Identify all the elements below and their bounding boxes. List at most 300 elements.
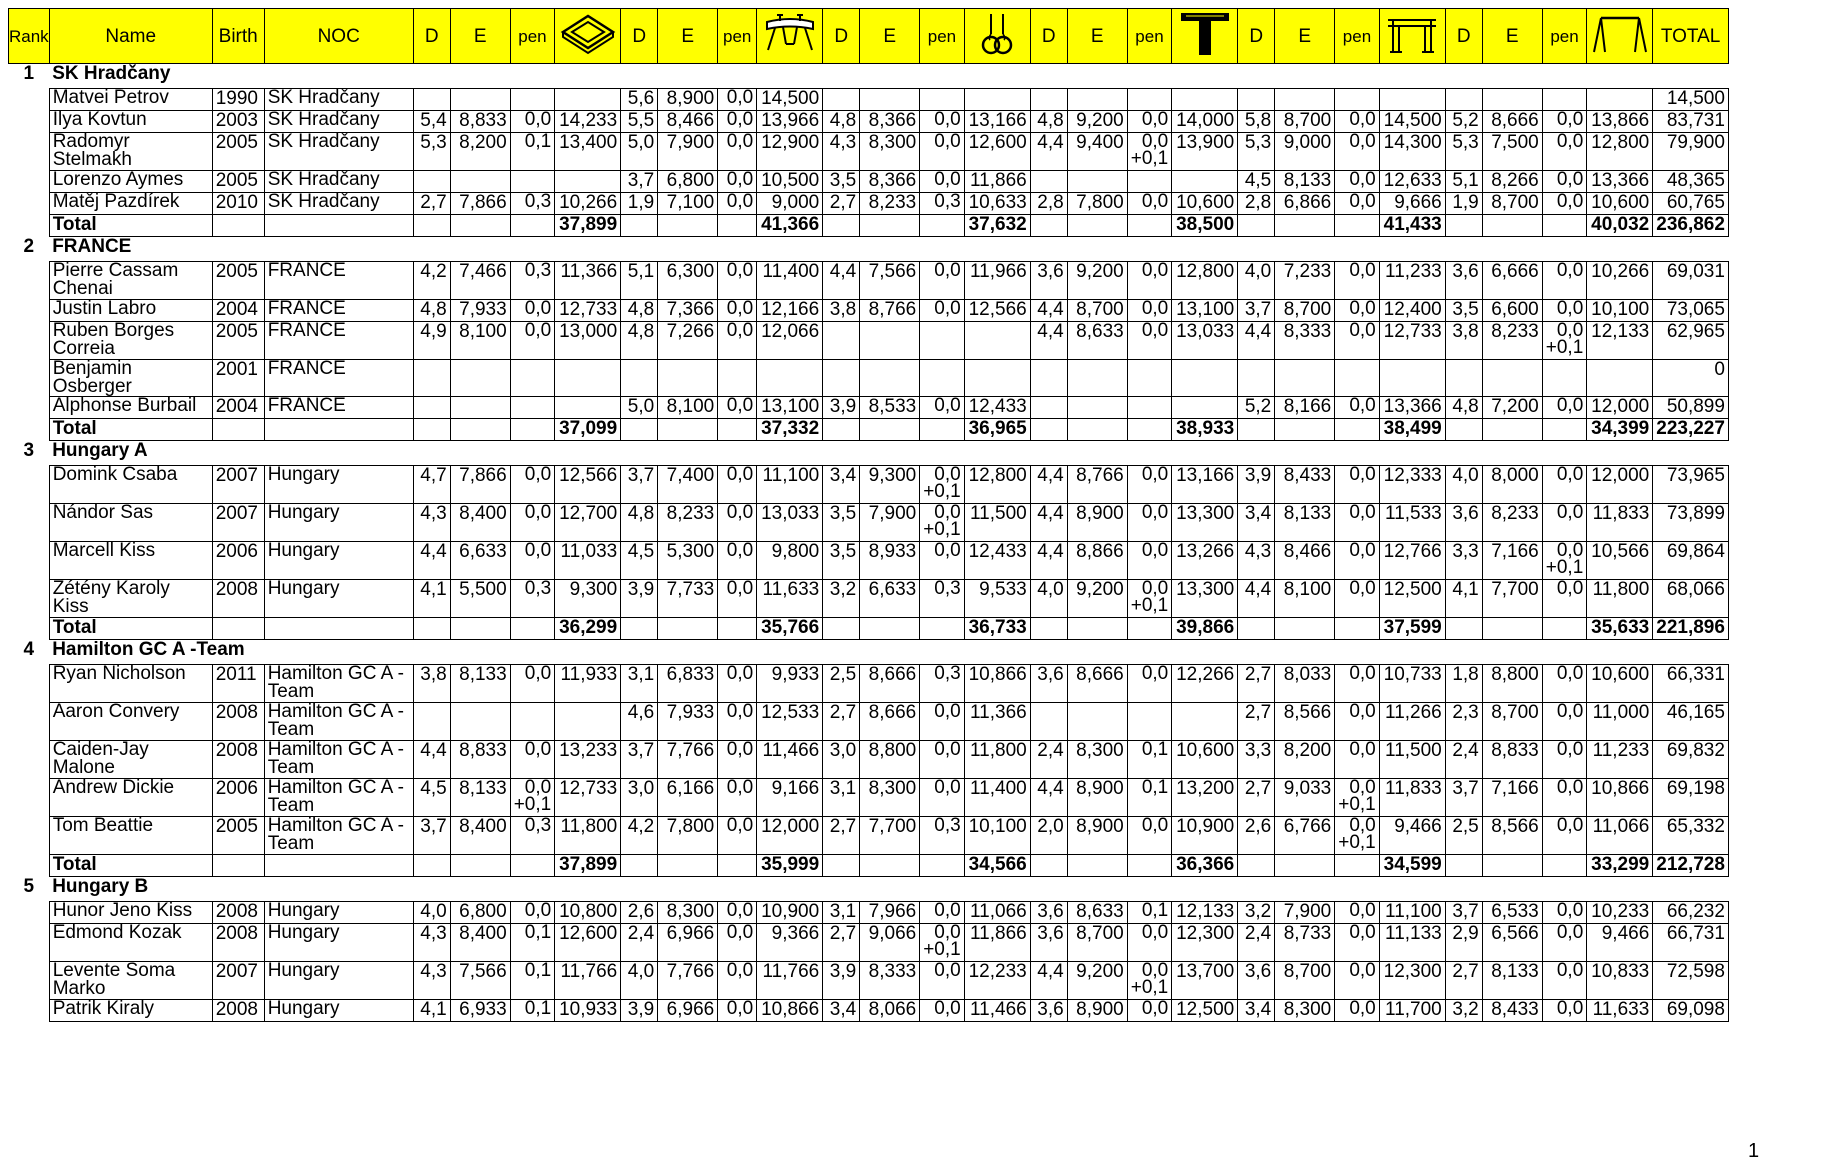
score-e: 8,800 bbox=[1482, 665, 1542, 703]
penalty-value: 0,0 bbox=[726, 999, 754, 1019]
athlete-noc: SK Hradčany bbox=[264, 171, 413, 193]
athlete-name: Levente Soma Marko bbox=[49, 962, 212, 1000]
penalty-value: 0,0 bbox=[1349, 901, 1376, 921]
score-e: 8,166 bbox=[1275, 397, 1335, 419]
score-e: 9,200 bbox=[1067, 111, 1127, 133]
penalty-value: 0,0 bbox=[934, 961, 961, 981]
penalty-value: 0,3 bbox=[524, 579, 552, 599]
athlete-total: 66,232 bbox=[1653, 902, 1729, 924]
score-pen bbox=[718, 779, 757, 817]
score-pen bbox=[1542, 817, 1587, 855]
rank-spacer bbox=[9, 962, 50, 1000]
score-d: 3,4 bbox=[1238, 1000, 1275, 1022]
score-d: 1,9 bbox=[621, 193, 658, 215]
score-d bbox=[413, 703, 450, 741]
score-pen bbox=[920, 193, 965, 215]
penalty-value: 0,0 bbox=[726, 192, 754, 212]
score-pen bbox=[1335, 466, 1380, 504]
score-e: 6,800 bbox=[658, 171, 718, 193]
score-pen bbox=[1335, 542, 1380, 580]
penalty-value: 0,0 bbox=[524, 778, 552, 798]
penalty-value: 0,3 bbox=[524, 192, 552, 212]
athlete-total: 65,332 bbox=[1653, 817, 1729, 855]
athlete-noc: FRANCE bbox=[264, 300, 413, 322]
score-pen bbox=[1127, 262, 1172, 300]
athlete-name: Patrik Kiraly bbox=[49, 1000, 212, 1022]
score-e: 6,300 bbox=[658, 262, 718, 300]
score-d bbox=[823, 89, 860, 111]
score-total: 12,066 bbox=[757, 322, 823, 360]
score-e bbox=[658, 360, 718, 397]
score-total bbox=[555, 703, 621, 741]
score-e: 7,500 bbox=[1482, 133, 1542, 171]
header-apparatus-4 bbox=[1172, 9, 1238, 64]
score-d: 4,4 bbox=[1238, 580, 1275, 618]
apparatus-team-total: 37,332 bbox=[757, 419, 823, 441]
score-d: 2,4 bbox=[1030, 741, 1067, 779]
score-d: 2,4 bbox=[1445, 741, 1482, 779]
score-e: 7,900 bbox=[658, 133, 718, 171]
empty-cell bbox=[413, 855, 450, 877]
penalty-value: 0,0 bbox=[1349, 778, 1376, 798]
empty-cell bbox=[658, 855, 718, 877]
header-pen: pen bbox=[1335, 9, 1380, 64]
score-e: 8,900 bbox=[1067, 779, 1127, 817]
score-d: 3,3 bbox=[1445, 542, 1482, 580]
team-grand-total: 221,896 bbox=[1653, 618, 1729, 640]
score-d: 4,8 bbox=[621, 322, 658, 360]
empty-cell bbox=[823, 855, 860, 877]
penalty-bonus: +0,1 bbox=[1130, 595, 1169, 616]
empty-cell bbox=[621, 419, 658, 441]
athlete-noc: Hamilton GC A -Team bbox=[264, 741, 413, 779]
team-rank: 3 bbox=[23, 440, 35, 461]
athlete-noc: Hungary bbox=[264, 580, 413, 618]
score-pen bbox=[1127, 580, 1172, 618]
rank-spacer bbox=[9, 580, 50, 618]
score-d: 5,0 bbox=[621, 397, 658, 419]
empty-cell bbox=[1445, 215, 1482, 237]
score-e: 5,500 bbox=[450, 580, 510, 618]
score-pen bbox=[920, 1000, 965, 1022]
score-d: 3,7 bbox=[621, 466, 658, 504]
score-pen bbox=[1542, 665, 1587, 703]
penalty-value: 0,1 bbox=[1141, 901, 1169, 921]
empty-cell bbox=[1238, 618, 1275, 640]
score-e: 8,100 bbox=[450, 322, 510, 360]
penalty-value: 0,0 bbox=[934, 923, 961, 943]
penalty-value: 0,1 bbox=[524, 999, 552, 1019]
score-d bbox=[823, 322, 860, 360]
score-pen bbox=[718, 504, 757, 542]
empty-cell bbox=[1482, 618, 1542, 640]
score-e bbox=[1275, 360, 1335, 397]
score-e: 8,133 bbox=[1275, 171, 1335, 193]
score-total: 11,400 bbox=[757, 262, 823, 300]
score-pen bbox=[1542, 962, 1587, 1000]
athlete-name: Lorenzo Aymes bbox=[49, 171, 212, 193]
empty-cell bbox=[1127, 215, 1172, 237]
score-total: 10,866 bbox=[1587, 779, 1653, 817]
score-pen bbox=[718, 300, 757, 322]
apparatus-team-total: 35,766 bbox=[757, 618, 823, 640]
score-total: 11,766 bbox=[555, 962, 621, 1000]
score-e: 7,266 bbox=[658, 322, 718, 360]
score-e: 7,800 bbox=[1067, 193, 1127, 215]
score-total: 10,566 bbox=[1587, 542, 1653, 580]
athlete-name: Domink Csaba bbox=[49, 466, 212, 504]
score-pen bbox=[920, 924, 965, 962]
penalty-value: 0,0 bbox=[1349, 465, 1376, 485]
penalty-bonus: +0,1 bbox=[513, 794, 552, 815]
score-total: 13,900 bbox=[1172, 133, 1238, 171]
score-d: 4,0 bbox=[1030, 580, 1067, 618]
empty-cell bbox=[264, 618, 413, 640]
apparatus-team-total: 37,899 bbox=[555, 855, 621, 877]
empty-cell bbox=[1127, 618, 1172, 640]
header-noc: NOC bbox=[264, 9, 413, 64]
team-grand-total: 212,728 bbox=[1653, 855, 1729, 877]
athlete-birth: 2005 bbox=[212, 133, 264, 171]
penalty-value: 0,0 bbox=[934, 261, 961, 281]
penalty-value: 0,0 bbox=[1141, 664, 1169, 684]
score-e: 7,766 bbox=[658, 962, 718, 1000]
score-e bbox=[1067, 171, 1127, 193]
empty-cell bbox=[1275, 855, 1335, 877]
score-pen bbox=[1335, 397, 1380, 419]
score-total bbox=[1172, 89, 1238, 111]
score-e: 9,200 bbox=[1067, 962, 1127, 1000]
score-d: 4,6 bbox=[621, 703, 658, 741]
penalty-value: 0,0 bbox=[726, 261, 754, 281]
athlete-noc: SK Hradčany bbox=[264, 193, 413, 215]
score-total: 12,600 bbox=[555, 924, 621, 962]
score-e: 8,700 bbox=[1067, 924, 1127, 962]
score-total: 10,600 bbox=[1587, 665, 1653, 703]
score-e: 7,700 bbox=[860, 817, 920, 855]
score-d: 3,5 bbox=[823, 504, 860, 542]
score-e: 7,800 bbox=[658, 817, 718, 855]
score-total: 13,266 bbox=[1172, 542, 1238, 580]
penalty-value: 0,0 bbox=[1556, 299, 1584, 319]
athlete-row bbox=[9, 322, 1729, 360]
horizontal-bar-icon bbox=[1591, 12, 1649, 60]
athlete-name: Marcell Kiss bbox=[49, 542, 212, 580]
score-pen bbox=[920, 665, 965, 703]
score-total: 13,166 bbox=[1172, 466, 1238, 504]
empty-cell bbox=[1275, 419, 1335, 441]
penalty-value: 0,3 bbox=[524, 261, 552, 281]
score-e: 7,966 bbox=[860, 902, 920, 924]
score-pen bbox=[920, 741, 965, 779]
score-pen bbox=[510, 580, 555, 618]
score-total: 13,033 bbox=[757, 504, 823, 542]
score-pen bbox=[920, 300, 965, 322]
empty-cell bbox=[823, 419, 860, 441]
empty-cell bbox=[1445, 618, 1482, 640]
score-e: 7,466 bbox=[450, 262, 510, 300]
score-total bbox=[1379, 89, 1445, 111]
score-pen bbox=[718, 111, 757, 133]
score-d: 2,3 bbox=[1445, 703, 1482, 741]
score-d: 5,4 bbox=[413, 111, 450, 133]
score-total: 12,733 bbox=[555, 300, 621, 322]
score-e bbox=[860, 360, 920, 397]
penalty-value: 0,0 bbox=[726, 503, 754, 523]
score-e: 8,733 bbox=[1275, 924, 1335, 962]
athlete-noc: Hungary bbox=[264, 962, 413, 1000]
header-apparatus-2 bbox=[757, 9, 823, 64]
apparatus-team-total: 37,099 bbox=[555, 419, 621, 441]
score-d bbox=[1030, 397, 1067, 419]
empty-cell bbox=[510, 419, 555, 441]
score-e: 6,633 bbox=[860, 580, 920, 618]
score-e: 8,400 bbox=[450, 504, 510, 542]
empty-cell bbox=[1127, 419, 1172, 441]
penalty-value: 0,0 bbox=[1349, 541, 1376, 561]
score-pen bbox=[920, 322, 965, 360]
score-total: 10,233 bbox=[1587, 902, 1653, 924]
penalty-value: 0,0 bbox=[726, 88, 754, 108]
athlete-row bbox=[9, 300, 1729, 322]
score-pen bbox=[1127, 962, 1172, 1000]
score-pen bbox=[510, 300, 555, 322]
score-d: 3,9 bbox=[823, 962, 860, 1000]
score-e: 6,633 bbox=[450, 542, 510, 580]
score-pen bbox=[510, 741, 555, 779]
athlete-name: Radomyr Stelmakh bbox=[49, 133, 212, 171]
score-pen bbox=[1127, 1000, 1172, 1022]
score-total: 12,800 bbox=[1172, 262, 1238, 300]
score-d: 4,0 bbox=[1445, 466, 1482, 504]
penalty-bonus: +0,1 bbox=[1545, 337, 1584, 358]
score-d bbox=[823, 360, 860, 397]
penalty-value: 0,0 bbox=[726, 664, 754, 684]
score-pen bbox=[1127, 924, 1172, 962]
athlete-birth: 2008 bbox=[212, 580, 264, 618]
score-pen bbox=[1542, 741, 1587, 779]
apparatus-team-total: 38,499 bbox=[1379, 419, 1445, 441]
score-e: 8,066 bbox=[860, 1000, 920, 1022]
score-total: 10,100 bbox=[1587, 300, 1653, 322]
score-e: 7,166 bbox=[1482, 542, 1542, 580]
results-sheet bbox=[8, 8, 1729, 1022]
score-pen bbox=[1542, 1000, 1587, 1022]
score-total: 11,466 bbox=[964, 1000, 1030, 1022]
empty-cell bbox=[1067, 618, 1127, 640]
score-e bbox=[1067, 703, 1127, 741]
team-name: Hungary B bbox=[52, 876, 149, 897]
score-e: 7,866 bbox=[450, 193, 510, 215]
score-total: 11,100 bbox=[757, 466, 823, 504]
header-row bbox=[9, 9, 1729, 64]
score-total: 12,800 bbox=[964, 466, 1030, 504]
score-pen bbox=[1542, 580, 1587, 618]
empty-cell bbox=[718, 855, 757, 877]
penalty-bonus: +0,1 bbox=[1338, 794, 1376, 815]
score-d bbox=[1238, 360, 1275, 397]
score-d: 4,8 bbox=[621, 300, 658, 322]
score-e: 7,233 bbox=[1275, 262, 1335, 300]
penalty-value: 0,0 bbox=[524, 664, 552, 684]
penalty-value: 0,0 bbox=[1556, 192, 1584, 212]
score-e: 9,400 bbox=[1067, 133, 1127, 171]
score-total: 12,533 bbox=[757, 703, 823, 741]
team-total-row bbox=[9, 419, 1729, 441]
score-pen bbox=[1335, 133, 1380, 171]
athlete-noc: Hungary bbox=[264, 902, 413, 924]
score-pen bbox=[1127, 466, 1172, 504]
score-pen bbox=[1335, 703, 1380, 741]
score-e: 8,700 bbox=[1067, 300, 1127, 322]
score-d: 3,8 bbox=[823, 300, 860, 322]
score-d: 2,8 bbox=[1030, 193, 1067, 215]
score-pen bbox=[510, 1000, 555, 1022]
score-total: 9,166 bbox=[757, 779, 823, 817]
penalty-value: 0,0 bbox=[1141, 192, 1169, 212]
empty-cell bbox=[1275, 618, 1335, 640]
score-total: 11,933 bbox=[555, 665, 621, 703]
score-total: 13,300 bbox=[1172, 580, 1238, 618]
score-pen bbox=[1542, 466, 1587, 504]
score-d: 3,6 bbox=[1030, 665, 1067, 703]
score-d: 4,9 bbox=[413, 322, 450, 360]
rank-spacer bbox=[9, 618, 50, 640]
penalty-value: 0,0 bbox=[726, 541, 754, 561]
empty-cell bbox=[860, 215, 920, 237]
score-d: 4,4 bbox=[1238, 322, 1275, 360]
penalty-bonus: +0,1 bbox=[1338, 832, 1376, 853]
penalty-value: 0,1 bbox=[1141, 740, 1169, 760]
score-pen bbox=[1542, 504, 1587, 542]
penalty-value: 0,0 bbox=[934, 702, 961, 722]
athlete-birth: 2008 bbox=[212, 902, 264, 924]
score-e: 8,833 bbox=[1482, 741, 1542, 779]
penalty-value: 0,0 bbox=[1141, 816, 1169, 836]
penalty-value: 0,0 bbox=[524, 901, 552, 921]
score-e: 6,833 bbox=[658, 665, 718, 703]
team-rank: 5 bbox=[23, 876, 35, 897]
penalty-value: 0,0 bbox=[1349, 503, 1376, 523]
score-d: 3,9 bbox=[1238, 466, 1275, 504]
score-total bbox=[1172, 397, 1238, 419]
athlete-total: 68,066 bbox=[1653, 580, 1729, 618]
penalty-value: 0,0 bbox=[934, 110, 961, 130]
score-d: 4,0 bbox=[413, 902, 450, 924]
score-e: 7,200 bbox=[1482, 397, 1542, 419]
penalty-bonus: +0,1 bbox=[1130, 148, 1169, 169]
parallel-bars-icon bbox=[1383, 12, 1441, 60]
athlete-birth: 2006 bbox=[212, 779, 264, 817]
penalty-value: 0,0 bbox=[934, 396, 961, 416]
score-total: 13,233 bbox=[555, 741, 621, 779]
athlete-noc: Hamilton GC A -Team bbox=[264, 817, 413, 855]
score-pen bbox=[1127, 665, 1172, 703]
athlete-total: 14,500 bbox=[1653, 89, 1729, 111]
athlete-total: 46,165 bbox=[1653, 703, 1729, 741]
rank-spacer bbox=[9, 1000, 50, 1022]
score-pen bbox=[510, 902, 555, 924]
score-e: 8,866 bbox=[1067, 542, 1127, 580]
score-e bbox=[450, 703, 510, 741]
score-d: 4,8 bbox=[621, 504, 658, 542]
score-total: 9,666 bbox=[1379, 193, 1445, 215]
athlete-name: Ruben Borges Correia bbox=[49, 322, 212, 360]
athlete-name: Edmond Kozak bbox=[49, 924, 212, 962]
score-d: 4,4 bbox=[823, 262, 860, 300]
score-e: 8,900 bbox=[658, 89, 718, 111]
empty-cell bbox=[450, 618, 510, 640]
athlete-total: 66,331 bbox=[1653, 665, 1729, 703]
penalty-value: 0,0 bbox=[524, 740, 552, 760]
score-e: 8,133 bbox=[450, 665, 510, 703]
penalty-value: 0,0 bbox=[726, 110, 754, 130]
score-total: 14,233 bbox=[555, 111, 621, 133]
penalty-value: 0,0 bbox=[1556, 170, 1584, 190]
score-total bbox=[1172, 171, 1238, 193]
athlete-birth: 2011 bbox=[212, 665, 264, 703]
empty-cell bbox=[621, 855, 658, 877]
empty-cell bbox=[1542, 618, 1587, 640]
score-pen bbox=[718, 962, 757, 1000]
penalty-value: 0,0 bbox=[1556, 702, 1584, 722]
score-pen bbox=[510, 779, 555, 817]
empty-cell bbox=[1030, 618, 1067, 640]
athlete-birth: 2010 bbox=[212, 193, 264, 215]
score-total: 9,533 bbox=[964, 580, 1030, 618]
score-e: 8,900 bbox=[1067, 817, 1127, 855]
score-e: 8,466 bbox=[658, 111, 718, 133]
score-e: 9,066 bbox=[860, 924, 920, 962]
score-e: 7,400 bbox=[658, 466, 718, 504]
score-e: 8,833 bbox=[450, 111, 510, 133]
score-pen bbox=[718, 665, 757, 703]
score-pen bbox=[718, 703, 757, 741]
score-total: 12,633 bbox=[1379, 171, 1445, 193]
athlete-row bbox=[9, 397, 1729, 419]
penalty-value: 0,0 bbox=[1141, 923, 1169, 943]
score-total: 12,500 bbox=[1172, 1000, 1238, 1022]
penalty-value: 0,0 bbox=[1349, 961, 1376, 981]
score-total: 13,100 bbox=[1172, 300, 1238, 322]
score-pen bbox=[510, 665, 555, 703]
total-label: Total bbox=[49, 419, 212, 441]
score-e: 7,900 bbox=[860, 504, 920, 542]
penalty-value: 0,0 bbox=[1141, 132, 1169, 152]
score-pen bbox=[718, 360, 757, 397]
score-total: 10,900 bbox=[1172, 817, 1238, 855]
empty-cell bbox=[658, 419, 718, 441]
empty-cell bbox=[1542, 855, 1587, 877]
rank-spacer bbox=[9, 171, 50, 193]
score-pen bbox=[1127, 300, 1172, 322]
penalty-value: 0,0 bbox=[1349, 664, 1376, 684]
athlete-row bbox=[9, 360, 1729, 397]
score-d: 2,6 bbox=[621, 902, 658, 924]
score-e: 9,200 bbox=[1067, 580, 1127, 618]
header-e: E bbox=[1275, 9, 1335, 64]
score-pen bbox=[1542, 171, 1587, 193]
penalty-value: 0,0 bbox=[1556, 961, 1584, 981]
apparatus-team-total: 35,999 bbox=[757, 855, 823, 877]
score-total: 13,366 bbox=[1379, 397, 1445, 419]
empty-cell bbox=[1335, 419, 1380, 441]
apparatus-team-total: 37,899 bbox=[555, 215, 621, 237]
score-e: 7,866 bbox=[450, 466, 510, 504]
penalty-value: 0,0 bbox=[934, 541, 961, 561]
penalty-value: 0,0 bbox=[726, 396, 754, 416]
score-pen bbox=[510, 703, 555, 741]
